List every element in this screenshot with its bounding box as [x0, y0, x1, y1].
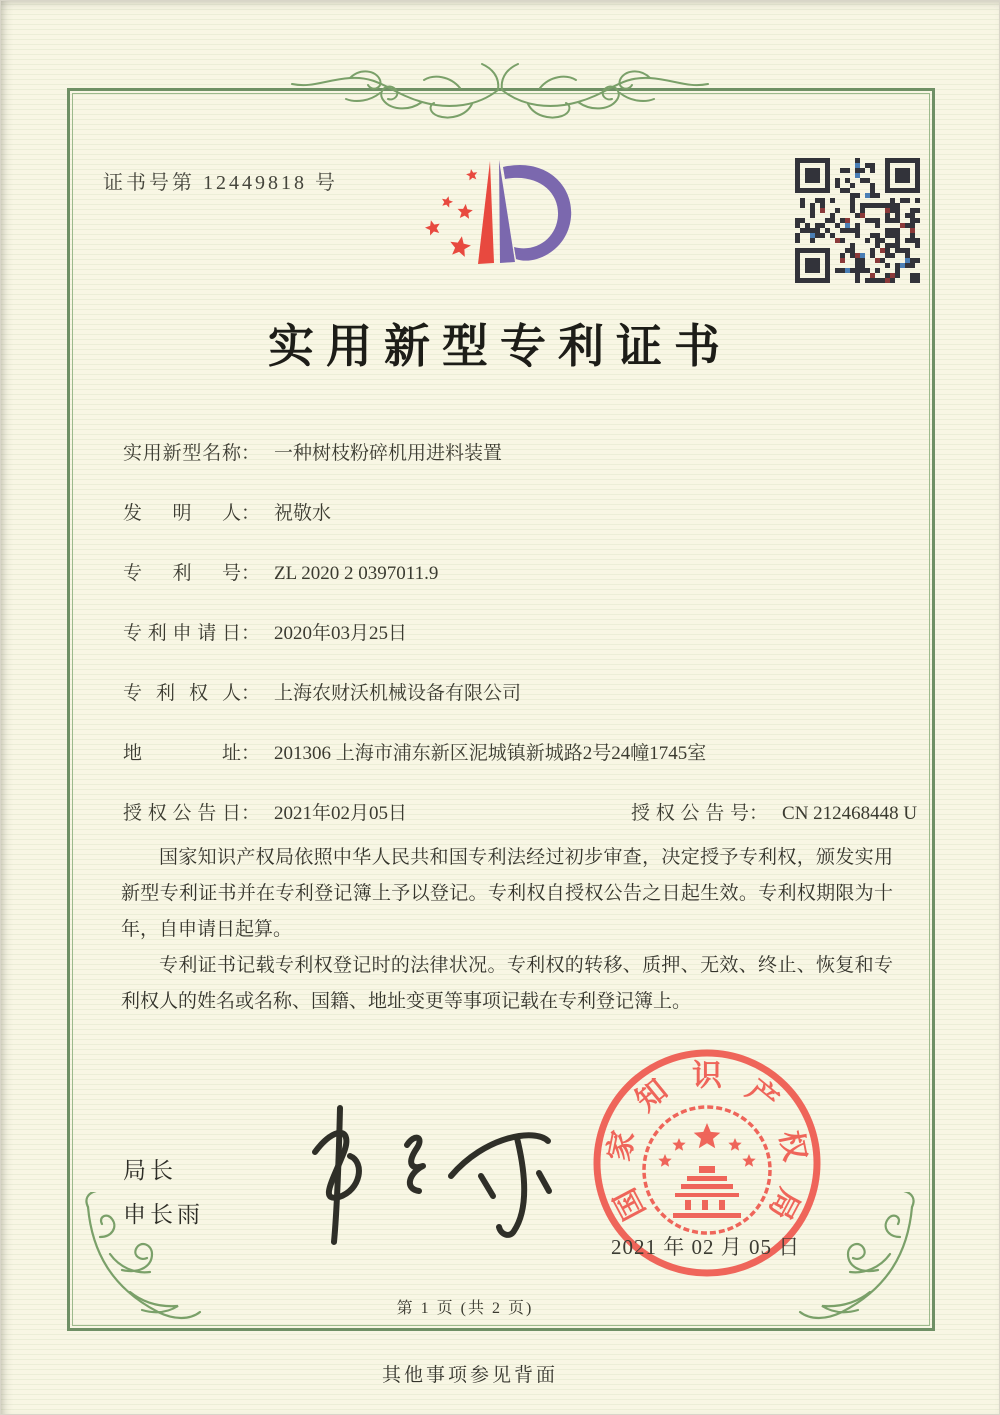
legal-paragraph-1: 国家知识产权局依照中华人民共和国专利法经过初步审查，决定授予专利权，颁发实用新型专利证书并在专利登记簿上予以登记。专利权自授权公告之日起生效。专利权期限为十年，自申请日起算。 — [121, 847, 893, 940]
field-address — [123, 738, 706, 765]
field-utility-model-name — [123, 438, 502, 465]
svg-text:识: 识 — [692, 1059, 722, 1093]
svg-text:权: 权 — [773, 1127, 812, 1164]
field-value: 201306 上海市浦东新区泥城镇新城路2号24幢1745室 — [274, 743, 707, 764]
svg-text:国: 国 — [608, 1182, 652, 1225]
field-patentee — [123, 678, 521, 705]
svg-text:知: 知 — [629, 1073, 674, 1118]
field-colon: ： — [241, 503, 261, 524]
signer-name: 申长雨 — [123, 1202, 204, 1227]
field-value: 上海农财沃机械设备有限公司 — [274, 683, 522, 704]
cnipa-logo-icon — [420, 145, 580, 290]
field-patent-number — [123, 558, 438, 585]
field-value: ZL 2020 2 0397011.9 — [274, 563, 439, 584]
field-colon: ： — [241, 803, 261, 824]
field-label: 授权公告日 — [123, 803, 241, 824]
seal-date: 2021 年 02 月 05 日 — [611, 1235, 801, 1259]
qr-code — [795, 158, 920, 283]
certificate-title: 实用新型专利证书 — [268, 321, 732, 372]
field-colon: ： — [241, 743, 261, 764]
field-filing-date — [123, 618, 407, 645]
field-grant-date — [123, 803, 407, 824]
legal-paragraph-2: 专利证书记载专利权登记时的法律状况。专利权的转移、质押、无效、终止、恢复和专利权人的姓名或名称、国籍、地址变更等事项记载在专利登记簿上。 — [121, 955, 893, 1012]
director-signature-icon — [255, 1090, 555, 1250]
field-colon: ： — [749, 803, 769, 824]
field-label: 实用新型名称 — [123, 443, 241, 464]
field-label: 专利号 — [123, 563, 241, 584]
field-value: 祝敬水 — [274, 503, 332, 524]
field-value: CN 212468448 U — [782, 803, 918, 824]
field-label: 发明人 — [123, 503, 241, 524]
svg-text:局: 局 — [762, 1182, 806, 1225]
field-colon: ： — [241, 683, 261, 704]
svg-text:产: 产 — [740, 1073, 785, 1118]
field-value: 一种树枝粉碎机用进料装置 — [274, 443, 503, 464]
field-colon: ： — [241, 443, 261, 464]
field-value: 2020年03月25日 — [274, 623, 408, 644]
field-colon: ： — [241, 623, 261, 644]
field-label: 授权公告号 — [631, 803, 749, 824]
field-label: 专利申请日 — [123, 623, 241, 644]
back-note: 其他事项参见背面 — [381, 1365, 558, 1386]
signer-title: 局长 — [123, 1158, 177, 1183]
field-label: 专利权人 — [123, 683, 241, 704]
field-colon: ： — [241, 563, 261, 584]
certificate-number: 证书号第 12449818 号 — [103, 172, 338, 194]
svg-text:家: 家 — [602, 1127, 641, 1164]
legal-text-block — [121, 840, 893, 1020]
page-number: 第 1 页 (共 2 页) — [396, 1300, 534, 1317]
field-inventor — [123, 498, 331, 525]
field-grant-number — [631, 798, 917, 825]
field-value: 2021年02月05日 — [274, 803, 408, 824]
field-label: 地址 — [123, 743, 241, 764]
field-grant-row — [123, 798, 1000, 825]
